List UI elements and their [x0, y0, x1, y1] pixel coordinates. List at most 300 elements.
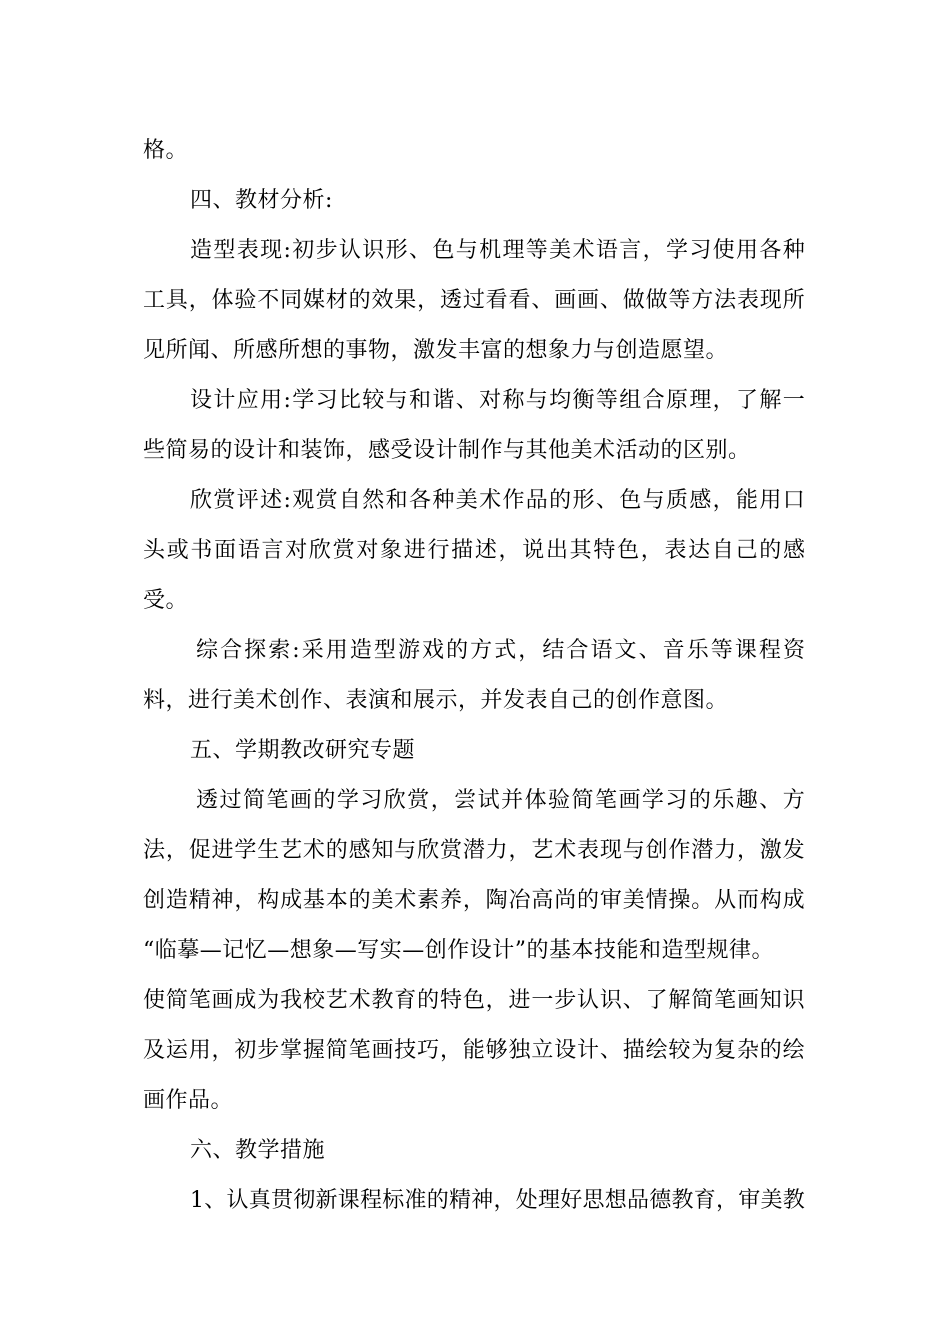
char: 步: [315, 238, 338, 263]
char: 看: [508, 288, 531, 313]
char: 。: [691, 888, 714, 913]
char: 质: [665, 488, 688, 513]
char: 品: [525, 488, 548, 513]
char: 德: [649, 1188, 672, 1213]
char: 采: [301, 638, 324, 663]
char: 标: [382, 1188, 405, 1213]
char: 作: [502, 488, 525, 513]
char: 美: [622, 888, 645, 913]
char: 法: [714, 288, 737, 313]
char: 赏: [407, 788, 430, 813]
char: 处: [515, 1188, 538, 1213]
char: 激: [759, 838, 782, 863]
char: 方: [782, 788, 805, 813]
char: 式: [494, 638, 517, 663]
char: 欣: [383, 788, 406, 813]
char: 用: [736, 238, 759, 263]
paragraph-line: [143, 536, 805, 566]
char: 口: [782, 488, 805, 513]
char: 对: [285, 538, 308, 563]
char: 成: [782, 888, 805, 913]
char: 材: [325, 288, 348, 313]
char: 认: [338, 238, 361, 263]
char: 机: [479, 238, 502, 263]
char: 简: [325, 1038, 348, 1063]
char: 程: [359, 1188, 382, 1213]
char: 达: [688, 538, 711, 563]
char: 的: [325, 838, 348, 863]
char: ，: [430, 788, 453, 813]
char: 音: [662, 638, 685, 663]
char: 进: [403, 538, 426, 563]
char: 原: [665, 388, 688, 413]
char: 的: [759, 538, 782, 563]
char: 课: [337, 1188, 360, 1213]
char: 或: [166, 538, 189, 563]
char: 赏: [315, 488, 338, 513]
char: 认: [577, 988, 600, 1013]
char: 结: [542, 638, 565, 663]
char: 审: [599, 888, 622, 913]
char: 技: [394, 1038, 417, 1063]
char: 文: [614, 638, 637, 663]
char: 型: [373, 638, 396, 663]
char: 做: [622, 288, 645, 313]
char: 学: [641, 788, 664, 813]
char: 对: [356, 538, 379, 563]
char: 识: [362, 238, 385, 263]
char: 色: [617, 538, 640, 563]
char: 赏: [332, 538, 355, 563]
char: 神: [211, 888, 234, 913]
section-heading: 五、学期教改研究专题: [190, 738, 416, 763]
char: 乐: [686, 638, 709, 663]
char: 生: [257, 838, 280, 863]
char: 的: [348, 288, 371, 313]
char: 用: [325, 638, 348, 663]
char: 表: [664, 538, 687, 563]
char: 的: [348, 888, 371, 913]
char: 养: [439, 888, 462, 913]
char: 画: [736, 988, 759, 1013]
char: 1: [190, 1188, 204, 1213]
char: 教: [671, 1188, 694, 1213]
char: 应: [236, 388, 259, 413]
char: 画: [577, 288, 600, 313]
char: 术: [554, 838, 577, 863]
char: 语: [237, 538, 260, 563]
char: 趣: [735, 788, 758, 813]
paragraph-line: [143, 986, 805, 1016]
char: 述: [474, 538, 497, 563]
char: 欣: [308, 538, 331, 563]
char: 和: [409, 388, 432, 413]
char: 并: [501, 788, 524, 813]
char: ，: [508, 838, 531, 863]
char: 复: [714, 1038, 737, 1063]
char: 进: [508, 988, 531, 1013]
char: 和: [385, 488, 408, 513]
char: 语: [590, 638, 613, 663]
char: 巧: [417, 1038, 440, 1063]
char: 新: [315, 1188, 338, 1213]
char: 造: [190, 238, 213, 263]
paragraph-line: [143, 286, 805, 316]
char: 对: [479, 388, 502, 413]
char: 综: [196, 638, 219, 663]
char: 设: [190, 388, 213, 413]
char: 体: [211, 288, 234, 313]
section-heading: 四、教材分析:: [190, 188, 333, 213]
char: ，: [417, 288, 440, 313]
char: 了: [736, 388, 759, 413]
char: 效: [371, 288, 394, 313]
char: 为: [691, 1038, 714, 1063]
paragraph-line: [196, 786, 805, 816]
char: 比: [338, 388, 361, 413]
char: 现: [260, 238, 283, 263]
char: 均: [549, 388, 572, 413]
paragraph-line: [190, 1186, 805, 1216]
char: 面: [214, 538, 237, 563]
char: 谐: [432, 388, 455, 413]
char: 品: [626, 1188, 649, 1213]
char: 贯: [270, 1188, 293, 1213]
char: 与: [642, 488, 665, 513]
char: 过: [462, 288, 485, 313]
char: 形: [572, 488, 595, 513]
char: 果: [394, 288, 417, 313]
char: ，: [712, 388, 735, 413]
char: 审: [738, 1188, 761, 1213]
char: 较: [668, 1038, 691, 1063]
char: 出: [545, 538, 568, 563]
char: 做: [645, 288, 668, 313]
char: 色: [432, 238, 455, 263]
char: 发: [782, 838, 805, 863]
paragraph-line: 些简易的设计和装饰，感受设计制作与其他美术活动的区别。: [143, 438, 751, 463]
char: 艺: [325, 988, 348, 1013]
char: 绘: [782, 1038, 805, 1063]
char: 种: [432, 488, 455, 513]
char: 计: [213, 388, 236, 413]
char: 成: [280, 888, 303, 913]
char: 现: [759, 288, 782, 313]
char: 所: [782, 288, 805, 313]
char: 习: [315, 388, 338, 413]
char: 解: [668, 988, 691, 1013]
char: 衡: [572, 388, 595, 413]
char: 育: [693, 1188, 716, 1213]
char: 初: [234, 1038, 257, 1063]
char: ，: [498, 538, 521, 563]
char: 述: [260, 488, 283, 513]
char: ，: [188, 288, 211, 313]
char: 笔: [594, 788, 617, 813]
char: 促: [188, 838, 211, 863]
char: 特: [593, 538, 616, 563]
section-heading: 六、教学措施: [190, 1138, 326, 1163]
char: 的: [549, 488, 572, 513]
char: 书: [190, 538, 213, 563]
char: ，: [640, 538, 663, 563]
char: ，: [439, 1038, 462, 1063]
char: ，: [518, 638, 541, 663]
char: 透: [196, 788, 219, 813]
char: 描: [622, 1038, 645, 1063]
char: 画: [618, 788, 641, 813]
char: 己: [735, 538, 758, 563]
char: 与: [622, 838, 645, 863]
char: 工: [143, 288, 166, 313]
char: 创: [143, 888, 166, 913]
char: 我: [280, 988, 303, 1013]
char: 作: [668, 838, 691, 863]
char: 称: [502, 388, 525, 413]
char: 学: [292, 388, 315, 413]
char: 笔: [348, 1038, 371, 1063]
char: 握: [302, 1038, 325, 1063]
char: ，: [211, 1038, 234, 1063]
char: 自: [338, 488, 361, 513]
char: 、: [595, 488, 618, 513]
char: 言: [619, 238, 642, 263]
char: 用: [759, 488, 782, 513]
char: 、: [599, 288, 622, 313]
char: 一: [531, 988, 554, 1013]
char: 能: [462, 1038, 485, 1063]
char: 美: [549, 238, 572, 263]
char: 思: [582, 1188, 605, 1213]
paragraph-line: [190, 386, 805, 416]
char: 本: [325, 888, 348, 913]
char: 与: [394, 838, 417, 863]
char: 从: [714, 888, 737, 913]
char: 画: [371, 1038, 394, 1063]
char: 冶: [508, 888, 531, 913]
char: 型: [213, 238, 236, 263]
char: 媒: [302, 288, 325, 313]
char: 术: [302, 838, 325, 863]
char: 术: [479, 488, 502, 513]
char: 掌: [280, 1038, 303, 1063]
char: 术: [394, 888, 417, 913]
char: 、: [204, 1188, 227, 1213]
char: 、: [531, 288, 554, 313]
char: 、: [455, 388, 478, 413]
char: 描: [451, 538, 474, 563]
char: 操: [668, 888, 691, 913]
char: 欣: [417, 838, 440, 863]
char: 计: [577, 1038, 600, 1063]
char: ，: [712, 488, 735, 513]
char: 说: [522, 538, 545, 563]
char: 等: [710, 638, 733, 663]
char: 自: [711, 538, 734, 563]
char: :: [283, 238, 291, 263]
char: 识: [782, 988, 805, 1013]
char: 步: [257, 1038, 280, 1063]
char: 感: [689, 488, 712, 513]
char: 特: [439, 988, 462, 1013]
char: 具: [165, 288, 188, 313]
char: 较: [362, 388, 385, 413]
char: 感: [348, 838, 371, 863]
char: 使: [712, 238, 735, 263]
char: 美: [760, 1188, 783, 1213]
char: 不: [257, 288, 280, 313]
char: 知: [371, 838, 394, 863]
paragraph-line: 画作品。: [143, 1088, 234, 1113]
char: 、: [638, 638, 661, 663]
char: 及: [143, 1038, 166, 1063]
char: 过: [219, 788, 242, 813]
char: 色: [462, 988, 485, 1013]
char: 解: [759, 388, 782, 413]
char: 精: [448, 1188, 471, 1213]
char: 习: [665, 788, 688, 813]
char: 初: [292, 238, 315, 263]
char: 尚: [554, 888, 577, 913]
char: 术: [348, 988, 371, 1013]
char: 潜: [462, 838, 485, 863]
char: 的: [446, 638, 469, 663]
char: 评: [236, 488, 259, 513]
char: 赏: [213, 488, 236, 513]
char: 的: [426, 1188, 449, 1213]
char: 与: [385, 388, 408, 413]
paragraph-line: 受。: [143, 588, 189, 613]
char: 合: [642, 388, 665, 413]
char: ，: [485, 988, 508, 1013]
char: 美: [455, 488, 478, 513]
char: ，: [736, 838, 759, 863]
char: 用: [260, 388, 283, 413]
char: 了: [645, 988, 668, 1013]
char: 方: [470, 638, 493, 663]
char: 等: [595, 388, 618, 413]
char: 游: [397, 638, 420, 663]
char: 力: [714, 838, 737, 863]
char: 成: [234, 988, 257, 1013]
char: 学: [336, 788, 359, 813]
char: 尝: [454, 788, 477, 813]
char: :: [283, 388, 291, 413]
char: 、: [409, 238, 432, 263]
char: 运: [165, 1038, 188, 1063]
paragraph-line: [190, 236, 805, 266]
char: 造: [349, 638, 372, 663]
char: 进: [211, 838, 234, 863]
char: 表: [736, 288, 759, 313]
char: 观: [292, 488, 315, 513]
char: ，: [234, 888, 257, 913]
char: 法: [143, 838, 166, 863]
paragraph-line: [190, 486, 805, 516]
char: 绘: [645, 1038, 668, 1063]
char: 的: [313, 788, 336, 813]
char: 戏: [422, 638, 445, 663]
char: 种: [782, 238, 805, 263]
char: 画: [289, 788, 312, 813]
char: 行: [427, 538, 450, 563]
char: 探: [244, 638, 267, 663]
char: 画: [554, 288, 577, 313]
char: 程: [758, 638, 781, 663]
char: 的: [417, 988, 440, 1013]
char: 简: [165, 988, 188, 1013]
char: 识: [599, 988, 622, 1013]
char: 校: [302, 988, 325, 1013]
char: 色: [619, 488, 642, 513]
char: 同: [280, 288, 303, 313]
char: 术: [572, 238, 595, 263]
char: 学: [234, 838, 257, 863]
char: 好: [560, 1188, 583, 1213]
char: 资: [782, 638, 805, 663]
char: 画: [211, 988, 234, 1013]
char: 合: [566, 638, 589, 663]
char: 美: [371, 888, 394, 913]
char: 真: [248, 1188, 271, 1213]
char: 艺: [280, 838, 303, 863]
char: 其: [569, 538, 592, 563]
char: 教: [371, 988, 394, 1013]
char: 与: [455, 238, 478, 263]
char: :: [283, 488, 291, 513]
char: 神: [471, 1188, 494, 1213]
char: 验: [548, 788, 571, 813]
char: 造: [165, 888, 188, 913]
char: :: [292, 638, 300, 663]
char: 简: [691, 988, 714, 1013]
char: 独: [508, 1038, 531, 1063]
char: 用: [188, 1038, 211, 1063]
char: 组: [619, 388, 642, 413]
char: 各: [759, 238, 782, 263]
char: 欣: [190, 488, 213, 513]
char: 使: [143, 988, 166, 1013]
char: ，: [715, 1188, 738, 1213]
char: ，: [462, 888, 485, 913]
char: 理: [537, 1188, 560, 1213]
char: 基: [302, 888, 325, 913]
char: 笔: [266, 788, 289, 813]
char: 艺: [531, 838, 554, 863]
char: 言: [261, 538, 284, 563]
char: 方: [691, 288, 714, 313]
char: 、: [599, 1038, 622, 1063]
paragraph-line: [196, 636, 805, 666]
char: 等: [525, 238, 548, 263]
char: 为: [257, 988, 280, 1013]
char: 育: [394, 988, 417, 1013]
char: 体: [524, 788, 547, 813]
char: 高: [531, 888, 554, 913]
char: 看: [485, 288, 508, 313]
char: 简: [242, 788, 265, 813]
char: 能: [736, 488, 759, 513]
char: 立: [531, 1038, 554, 1063]
char: 习: [689, 238, 712, 263]
paragraph-line: 见所闻、所感所想的事物，激发丰富的想象力与创造愿望。: [143, 338, 729, 363]
char: ，: [642, 238, 665, 263]
char: 陶: [485, 888, 508, 913]
char: 现: [599, 838, 622, 863]
char: 理: [689, 388, 712, 413]
char: 习: [360, 788, 383, 813]
char: 与: [525, 388, 548, 413]
